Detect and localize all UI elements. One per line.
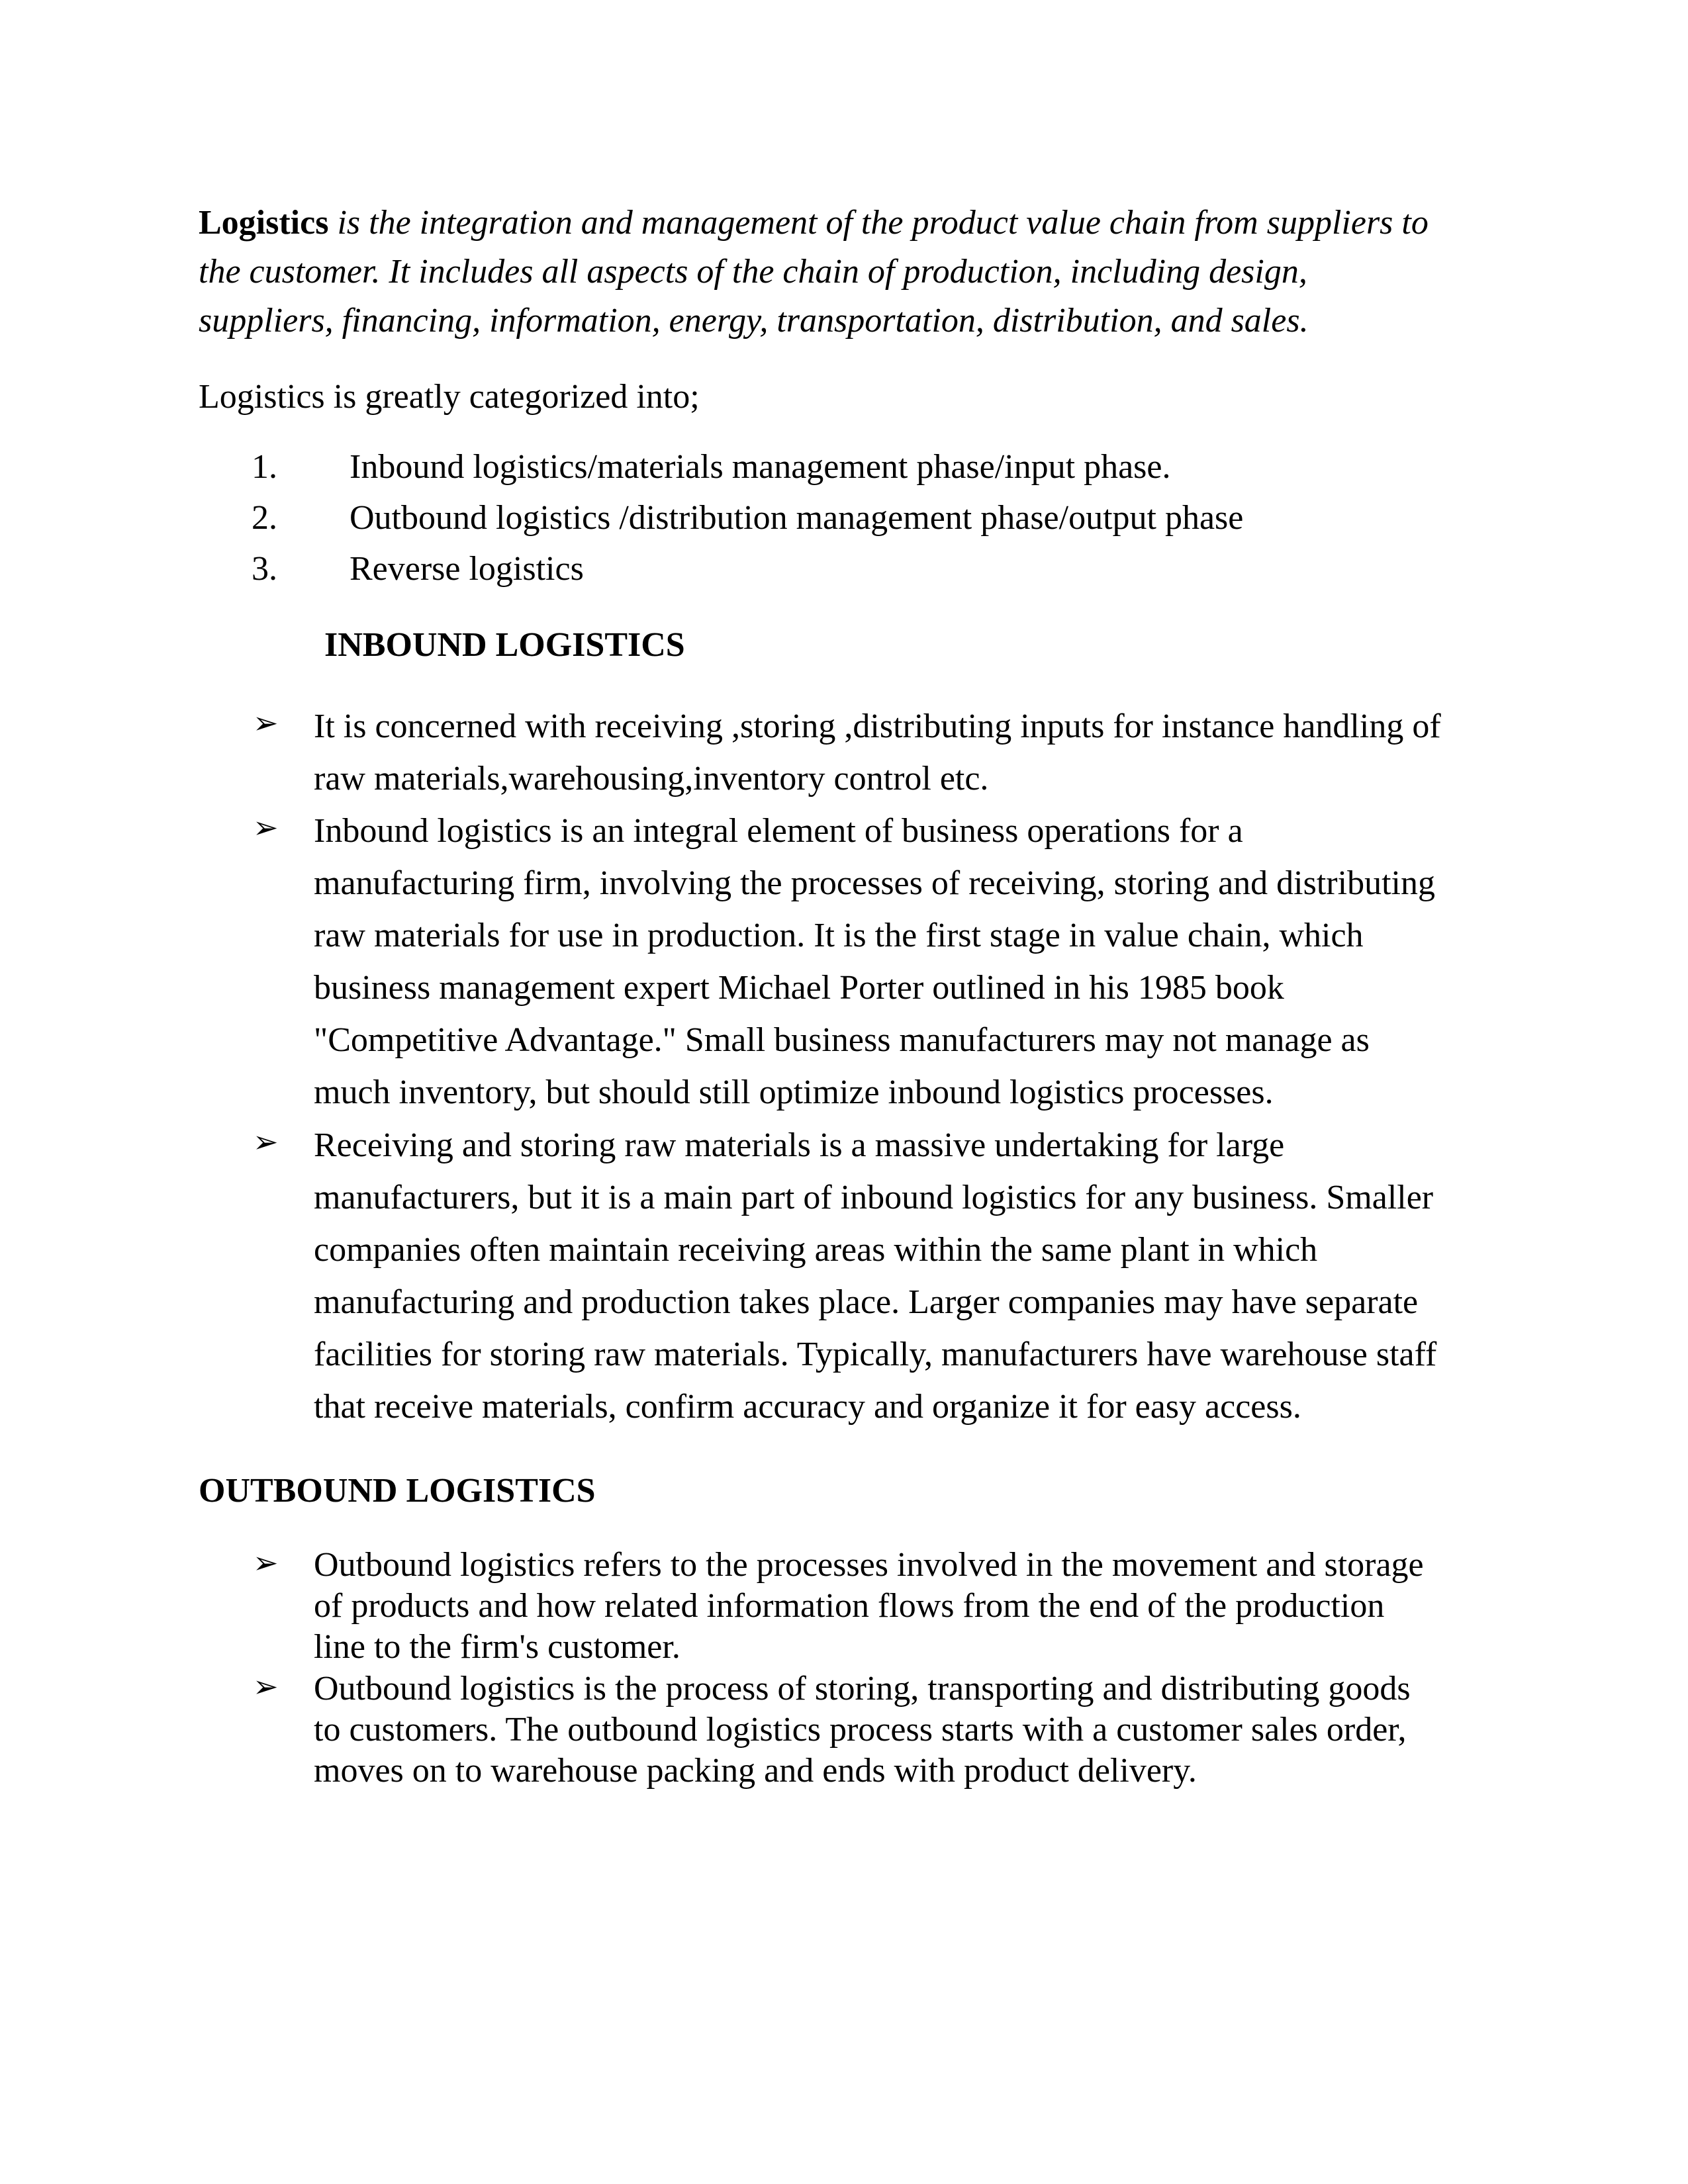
list-item-text: Inbound logistics is an integral element of business operations for a manufacturing firm, involving the processes of receiving, storing and distributing raw materials for use in production. It is the first stage in value chain, which business management expert Michael Porter outlined in his 1985 book "Competitive Advantage." Small business manufacturers may not manage as much inventory, but should still optimize inbound logistics processes. xyxy=(314,812,1435,1112)
list-item xyxy=(252,546,1443,593)
list-item-text: Receiving and storing raw materials is a massive undertaking for large manufacturers, but it is a main part of inbound logistics for any business. Smaller companies often maintain receiving areas within the same plant in which manufacturing and production takes place. Larger companies may have separate facilities for storing raw materials. Typically, manufacturers have warehouse staff that receive materials, confirm accuracy and organize it for easy access. xyxy=(314,1126,1437,1426)
intro-lead-term: Logistics xyxy=(199,204,329,242)
logistics-categories-list xyxy=(199,444,1443,592)
document-content xyxy=(199,199,1443,1792)
list-item xyxy=(253,700,1443,805)
list-item-label: Reverse logistics xyxy=(350,549,584,588)
section-heading-outbound: OUTBOUND LOGISTICS xyxy=(199,1471,596,1510)
list-item xyxy=(253,1668,1443,1792)
arrowhead-bullet-icon: ➢ xyxy=(253,809,279,846)
arrowhead-bullet-icon: ➢ xyxy=(253,1668,279,1704)
intro-paragraph xyxy=(199,199,1443,345)
outbound-bullet-list xyxy=(199,1545,1443,1792)
categorization-lead-line: Logistics is greatly categorized into; xyxy=(199,378,700,416)
list-item xyxy=(252,495,1443,542)
arrowhead-bullet-icon: ➢ xyxy=(253,705,279,741)
arrowhead-bullet-icon: ➢ xyxy=(253,1123,279,1160)
list-item-label: Inbound logistics/materials management phase/input phase. xyxy=(350,448,1171,486)
list-item-text: It is concerned with receiving ,storing ,distributing inputs for instance handling of raw materials,warehousing,inventory control etc. xyxy=(314,707,1441,798)
list-item xyxy=(253,1119,1443,1433)
intro-body-text: is the integration and management of the product value chain from suppliers to the customer. It includes all aspects of the chain of production, including design, suppliers, financing, information, energy, transportation, distribution, and sales. xyxy=(199,204,1429,340)
arrowhead-bullet-icon: ➢ xyxy=(253,1544,279,1580)
list-item-number: 2. xyxy=(252,499,277,537)
section-heading-inbound: INBOUND LOGISTICS xyxy=(324,626,685,664)
list-item-number: 3. xyxy=(252,549,277,588)
list-item-label: Outbound logistics /distribution management phase/output phase xyxy=(350,499,1244,537)
list-item-text: Outbound logistics refers to the processes involved in the movement and storage of products and how related information flows from the end of the production line to the firm's customer. xyxy=(314,1545,1424,1666)
list-item xyxy=(253,805,1443,1118)
list-item xyxy=(253,1545,1443,1668)
list-item-number: 1. xyxy=(252,448,277,486)
inbound-bullet-list xyxy=(199,700,1443,1432)
list-item xyxy=(252,444,1443,491)
list-item-text: Outbound logistics is the process of storing, transporting and distributing goods to customers. The outbound logistics process starts with a customer sales order, moves on to warehouse packing and ends with product delivery. xyxy=(314,1669,1411,1790)
